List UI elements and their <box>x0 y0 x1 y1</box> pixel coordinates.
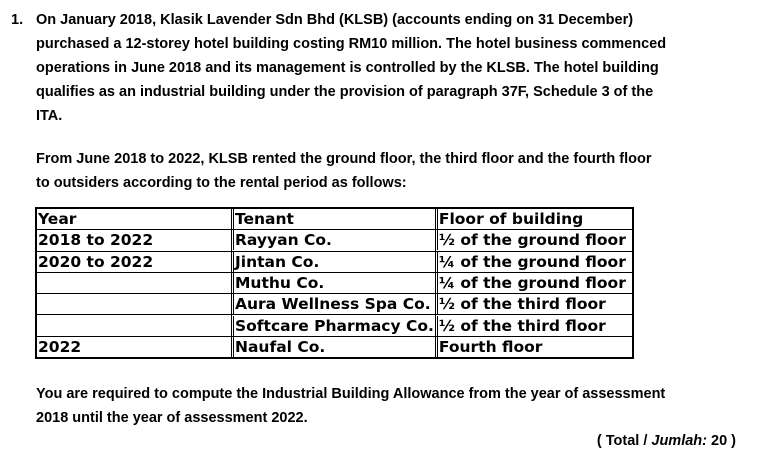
cell-year <box>36 315 232 336</box>
cell-year: 2018 to 2022 <box>36 230 232 251</box>
cell-floor: ¼ of the ground floor <box>435 272 633 293</box>
table-row <box>36 230 633 251</box>
cell-tenant: Aura Wellness Spa Co. <box>232 294 436 315</box>
intro-line: qualifies as an industrial building under the provision of paragraph 37F, Schedule 3 of the <box>36 84 654 100</box>
table-row <box>36 294 633 315</box>
table-row <box>36 336 633 358</box>
question-number: 1. <box>11 12 24 28</box>
rental-line: to outsiders according to the rental period as follows: <box>36 175 407 191</box>
intro-line: purchased a 12-storey hotel building costing RM10 million. The hotel business commenced <box>36 36 667 52</box>
rental-table <box>35 207 634 359</box>
cell-year: 2020 to 2022 <box>36 251 232 272</box>
total-marks <box>597 429 736 453</box>
intro-line: ITA. <box>36 108 63 124</box>
requirement-paragraph <box>36 382 756 430</box>
cell-year: 2022 <box>36 336 232 358</box>
requirement-line: You are required to compute the Industrial Building Allowance from the year of assessment <box>36 386 666 402</box>
cell-floor: ½ of the third floor <box>435 315 633 336</box>
table-row <box>36 272 633 293</box>
cell-year <box>36 272 232 293</box>
cell-year <box>36 294 232 315</box>
rental-paragraph <box>36 147 756 195</box>
total-suffix: 20 ) <box>706 433 736 449</box>
cell-floor: ¼ of the ground floor <box>435 251 633 272</box>
cell-tenant: Softcare Pharmacy Co. <box>232 315 436 336</box>
table-row <box>36 251 633 272</box>
cell-tenant: Naufal Co. <box>232 336 436 358</box>
total-italic: Jumlah: <box>651 433 707 449</box>
cell-tenant: Muthu Co. <box>232 272 436 293</box>
cell-tenant: Jintan Co. <box>232 251 436 272</box>
requirement-line: 2018 until the year of assessment 2022. <box>36 410 308 426</box>
intro-line: operations in June 2018 and its management is controlled by the KLSB. The hotel building <box>36 60 659 76</box>
table-header-row <box>36 208 633 230</box>
header-year: Year <box>36 208 232 230</box>
table-row <box>36 315 633 336</box>
cell-floor: Fourth floor <box>435 336 633 358</box>
cell-floor: ½ of the third floor <box>435 294 633 315</box>
cell-tenant: Rayyan Co. <box>232 230 436 251</box>
header-floor: Floor of building <box>435 208 633 230</box>
header-tenant: Tenant <box>232 208 436 230</box>
cell-floor: ½ of the ground floor <box>435 230 633 251</box>
total-prefix: ( Total / <box>596 433 652 449</box>
intro-line: On January 2018, Klasik Lavender Sdn Bhd (KLSB) (accounts ending on 31 December) <box>36 12 634 28</box>
rental-line: From June 2018 to 2022, KLSB rented the ground floor, the third floor and the fourth floor <box>36 151 652 167</box>
question-intro-paragraph <box>36 8 756 128</box>
